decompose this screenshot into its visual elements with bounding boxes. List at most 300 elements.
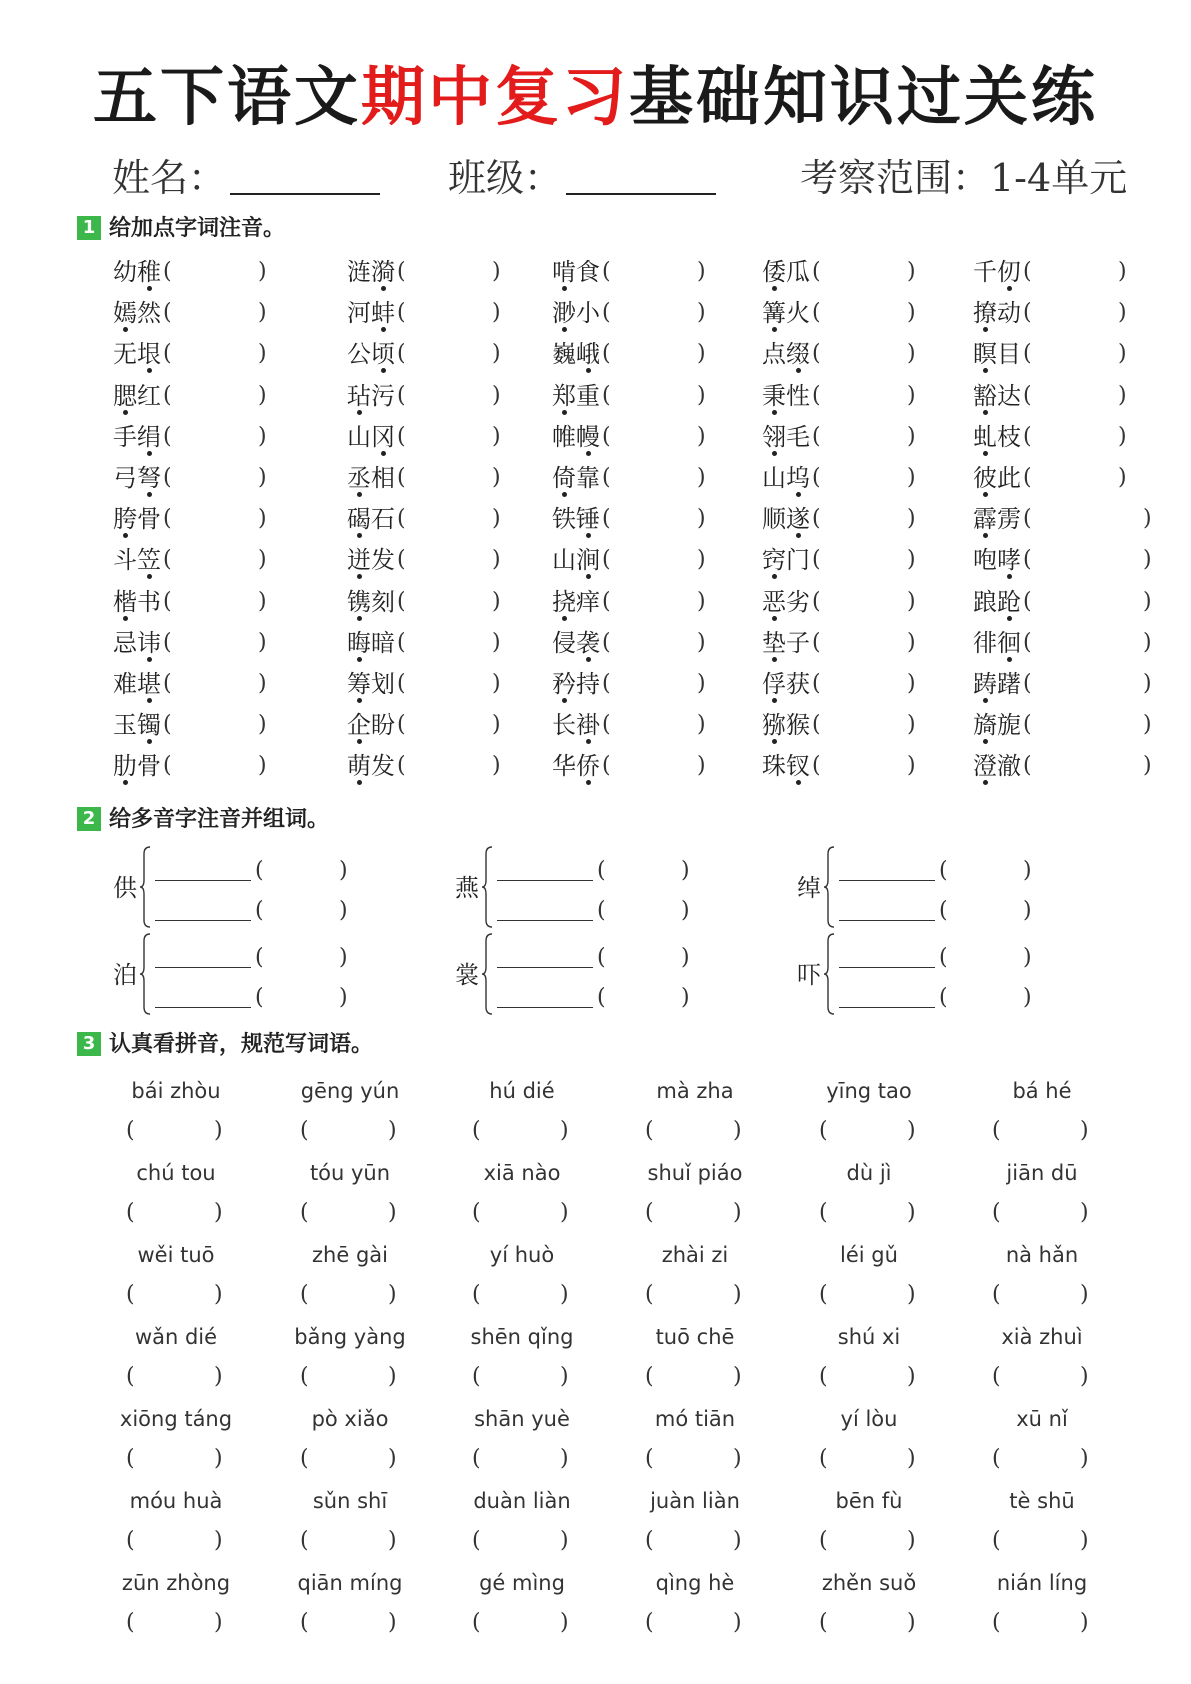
pinyin-item[interactable] <box>113 458 303 498</box>
answer-paren-close[interactable]: ) <box>907 629 916 655</box>
answer-paren-open[interactable]: ( <box>1023 588 1032 614</box>
word-paren-close[interactable]: ) <box>907 1610 916 1635</box>
answer-paren-open[interactable]: ( <box>397 588 406 614</box>
answer-paren-close[interactable]: ) <box>492 671 501 696</box>
answer-paren-close[interactable]: ) <box>258 629 267 655</box>
pinyin-paren-close[interactable]: ) <box>681 858 690 883</box>
answer-paren-open[interactable]: ( <box>812 423 821 449</box>
answer-paren-open[interactable]: ( <box>602 712 611 738</box>
pinyin-paren-close[interactable]: ) <box>339 858 348 883</box>
word-paren-close[interactable]: ) <box>388 1200 397 1225</box>
answer-paren-open[interactable]: ( <box>397 382 406 408</box>
answer-paren-close[interactable]: ) <box>697 300 706 326</box>
answer-paren-open[interactable]: ( <box>602 300 611 326</box>
answer-paren-close[interactable]: ) <box>492 753 501 779</box>
word-paren-close[interactable]: ) <box>907 1200 916 1225</box>
answer-paren-open[interactable]: ( <box>812 382 821 408</box>
answer-paren-close[interactable]: ) <box>1118 259 1127 284</box>
answer-paren-close[interactable]: ) <box>1118 465 1127 490</box>
answer-paren-close[interactable]: ) <box>1118 300 1127 326</box>
answer-paren-close[interactable]: ) <box>1143 671 1152 696</box>
pinyin-item[interactable] <box>113 705 303 745</box>
word-paren-close[interactable]: ) <box>1080 1364 1089 1389</box>
pinyin-paren-open[interactable]: ( <box>939 985 948 1010</box>
answer-paren-close[interactable]: ) <box>697 465 706 490</box>
answer-paren-open[interactable]: ( <box>163 341 172 367</box>
word-paren-open[interactable]: ( <box>992 1528 1001 1553</box>
answer-paren-open[interactable]: ( <box>812 465 821 490</box>
word-paren-open[interactable]: ( <box>992 1446 1001 1471</box>
answer-paren-open[interactable]: ( <box>163 712 172 738</box>
word-paren-close[interactable]: ) <box>733 1118 742 1143</box>
pinyin-item[interactable] <box>552 499 742 539</box>
answer-paren-open[interactable]: ( <box>602 259 611 284</box>
pinyin-item[interactable] <box>113 664 303 704</box>
pinyin-item[interactable] <box>347 334 537 374</box>
word-paren-open[interactable]: ( <box>819 1200 828 1225</box>
word-paren-open[interactable]: ( <box>992 1118 1001 1143</box>
pinyin-item[interactable] <box>347 746 537 786</box>
pinyin-paren-open[interactable]: ( <box>597 985 606 1010</box>
answer-paren-open[interactable]: ( <box>397 300 406 326</box>
answer-paren-open[interactable]: ( <box>1023 465 1032 490</box>
answer-paren-close[interactable]: ) <box>697 341 706 367</box>
answer-paren-close[interactable]: ) <box>907 465 916 490</box>
pinyin-item[interactable] <box>973 417 1163 457</box>
word-paren-open[interactable]: ( <box>300 1528 309 1553</box>
answer-paren-open[interactable]: ( <box>602 465 611 490</box>
class-field[interactable] <box>448 150 716 206</box>
word-paren-close[interactable]: ) <box>733 1282 742 1307</box>
answer-paren-open[interactable]: ( <box>163 465 172 490</box>
answer-paren-close[interactable]: ) <box>697 382 706 408</box>
answer-paren-open[interactable]: ( <box>602 382 611 408</box>
pinyin-item[interactable] <box>113 293 303 333</box>
pinyin-item[interactable] <box>762 334 952 374</box>
pinyin-paren-open[interactable]: ( <box>939 898 948 923</box>
pinyin-item[interactable] <box>347 293 537 333</box>
answer-paren-open[interactable]: ( <box>812 300 821 326</box>
answer-paren-open[interactable]: ( <box>602 506 611 532</box>
word-paren-open[interactable]: ( <box>992 1282 1001 1307</box>
pinyin-item[interactable] <box>113 334 303 374</box>
word-paren-open[interactable]: ( <box>126 1610 135 1635</box>
answer-paren-open[interactable]: ( <box>1023 547 1032 573</box>
word-paren-open[interactable]: ( <box>300 1364 309 1389</box>
word-paren-close[interactable]: ) <box>1080 1446 1089 1471</box>
pinyin-item[interactable] <box>552 746 742 786</box>
word-paren-open[interactable]: ( <box>645 1282 654 1307</box>
answer-paren-open[interactable]: ( <box>397 671 406 696</box>
word-paren-open[interactable]: ( <box>126 1364 135 1389</box>
pinyin-item[interactable] <box>347 705 537 745</box>
pinyin-item[interactable] <box>762 664 952 704</box>
answer-paren-open[interactable]: ( <box>1023 712 1032 738</box>
answer-paren-open[interactable]: ( <box>397 712 406 738</box>
word-paren-close[interactable]: ) <box>907 1118 916 1143</box>
pinyin-item[interactable] <box>113 623 303 663</box>
answer-paren-close[interactable]: ) <box>907 259 916 284</box>
word-paren-open[interactable]: ( <box>645 1528 654 1553</box>
answer-paren-open[interactable]: ( <box>812 259 821 284</box>
answer-paren-open[interactable]: ( <box>397 547 406 573</box>
pinyin-paren-close[interactable]: ) <box>681 985 690 1010</box>
pinyin-paren-close[interactable]: ) <box>339 985 348 1010</box>
word-paren-close[interactable]: ) <box>214 1364 223 1389</box>
pinyin-paren-close[interactable]: ) <box>1023 858 1032 883</box>
answer-paren-open[interactable]: ( <box>163 753 172 779</box>
word-paren-close[interactable]: ) <box>560 1200 569 1225</box>
pinyin-item[interactable] <box>762 582 952 622</box>
pinyin-item[interactable] <box>347 582 537 622</box>
word-paren-open[interactable]: ( <box>300 1118 309 1143</box>
word-paren-close[interactable]: ) <box>214 1282 223 1307</box>
answer-paren-close[interactable]: ) <box>258 341 267 367</box>
word-blank[interactable] <box>497 880 593 881</box>
answer-paren-close[interactable]: ) <box>258 712 267 738</box>
word-paren-open[interactable]: ( <box>819 1528 828 1553</box>
answer-paren-close[interactable]: ) <box>1143 506 1152 532</box>
answer-paren-open[interactable]: ( <box>397 423 406 449</box>
word-paren-close[interactable]: ) <box>1080 1118 1089 1143</box>
pinyin-paren-open[interactable]: ( <box>597 898 606 923</box>
pinyin-item[interactable] <box>762 458 952 498</box>
answer-paren-open[interactable]: ( <box>163 506 172 532</box>
word-paren-open[interactable]: ( <box>645 1200 654 1225</box>
answer-paren-close[interactable]: ) <box>1143 588 1152 614</box>
word-paren-close[interactable]: ) <box>907 1364 916 1389</box>
pinyin-item[interactable] <box>973 376 1163 416</box>
answer-paren-close[interactable]: ) <box>492 506 501 532</box>
answer-paren-close[interactable]: ) <box>258 259 267 284</box>
answer-paren-close[interactable]: ) <box>697 506 706 532</box>
pinyin-item[interactable] <box>113 252 303 292</box>
answer-paren-open[interactable]: ( <box>812 341 821 367</box>
pinyin-item[interactable] <box>762 705 952 745</box>
answer-paren-close[interactable]: ) <box>1143 547 1152 573</box>
answer-paren-open[interactable]: ( <box>397 465 406 490</box>
pinyin-item[interactable] <box>347 499 537 539</box>
answer-paren-open[interactable]: ( <box>397 629 406 655</box>
word-paren-open[interactable]: ( <box>645 1610 654 1635</box>
answer-paren-close[interactable]: ) <box>492 465 501 490</box>
answer-paren-open[interactable]: ( <box>602 671 611 696</box>
word-paren-open[interactable]: ( <box>472 1118 481 1143</box>
pinyin-item[interactable] <box>762 540 952 580</box>
pinyin-paren-open[interactable]: ( <box>939 945 948 970</box>
word-blank[interactable] <box>155 1007 251 1008</box>
word-paren-open[interactable]: ( <box>992 1610 1001 1635</box>
pinyin-item[interactable] <box>347 252 537 292</box>
answer-paren-open[interactable]: ( <box>1023 671 1032 696</box>
pinyin-item[interactable] <box>552 623 742 663</box>
answer-paren-close[interactable]: ) <box>258 465 267 490</box>
answer-paren-close[interactable]: ) <box>1118 382 1127 408</box>
answer-paren-close[interactable]: ) <box>492 712 501 738</box>
answer-paren-close[interactable]: ) <box>697 753 706 779</box>
answer-paren-close[interactable]: ) <box>258 300 267 326</box>
answer-paren-close[interactable]: ) <box>258 423 267 449</box>
pinyin-paren-close[interactable]: ) <box>339 898 348 923</box>
answer-paren-close[interactable]: ) <box>258 506 267 532</box>
answer-paren-close[interactable]: ) <box>1143 712 1152 738</box>
pinyin-item[interactable] <box>347 664 537 704</box>
word-paren-open[interactable]: ( <box>126 1446 135 1471</box>
word-paren-close[interactable]: ) <box>733 1200 742 1225</box>
pinyin-paren-close[interactable]: ) <box>1023 985 1032 1010</box>
pinyin-item[interactable] <box>762 293 952 333</box>
word-paren-open[interactable]: ( <box>645 1118 654 1143</box>
answer-paren-open[interactable]: ( <box>812 547 821 573</box>
answer-paren-open[interactable]: ( <box>602 629 611 655</box>
pinyin-item[interactable] <box>347 376 537 416</box>
answer-paren-close[interactable]: ) <box>258 588 267 614</box>
word-paren-close[interactable]: ) <box>560 1282 569 1307</box>
word-paren-open[interactable]: ( <box>819 1118 828 1143</box>
pinyin-item[interactable] <box>762 252 952 292</box>
answer-paren-open[interactable]: ( <box>163 547 172 573</box>
pinyin-item[interactable] <box>552 293 742 333</box>
answer-paren-close[interactable]: ) <box>907 300 916 326</box>
word-paren-open[interactable]: ( <box>300 1200 309 1225</box>
answer-paren-close[interactable]: ) <box>697 423 706 449</box>
answer-paren-open[interactable]: ( <box>1023 506 1032 532</box>
answer-paren-close[interactable]: ) <box>492 547 501 573</box>
answer-paren-open[interactable]: ( <box>1023 423 1032 449</box>
answer-paren-open[interactable]: ( <box>812 629 821 655</box>
answer-paren-close[interactable]: ) <box>492 629 501 655</box>
answer-paren-open[interactable]: ( <box>397 753 406 779</box>
word-paren-open[interactable]: ( <box>472 1610 481 1635</box>
answer-paren-close[interactable]: ) <box>907 588 916 614</box>
answer-paren-open[interactable]: ( <box>397 341 406 367</box>
word-paren-close[interactable]: ) <box>388 1282 397 1307</box>
word-blank[interactable] <box>155 967 251 968</box>
pinyin-item[interactable] <box>347 623 537 663</box>
word-paren-open[interactable]: ( <box>300 1446 309 1471</box>
word-paren-close[interactable]: ) <box>560 1610 569 1635</box>
answer-paren-close[interactable]: ) <box>492 588 501 614</box>
answer-paren-open[interactable]: ( <box>397 506 406 532</box>
word-paren-close[interactable]: ) <box>388 1118 397 1143</box>
pinyin-paren-open[interactable]: ( <box>255 898 264 923</box>
pinyin-paren-open[interactable]: ( <box>597 858 606 883</box>
word-blank[interactable] <box>839 967 935 968</box>
pinyin-item[interactable] <box>973 499 1163 539</box>
pinyin-item[interactable] <box>973 293 1163 333</box>
name-blank[interactable] <box>230 157 380 195</box>
word-paren-close[interactable]: ) <box>733 1528 742 1553</box>
word-paren-close[interactable]: ) <box>733 1446 742 1471</box>
answer-paren-close[interactable]: ) <box>907 671 916 696</box>
pinyin-item[interactable] <box>113 417 303 457</box>
answer-paren-open[interactable]: ( <box>1023 753 1032 779</box>
pinyin-item[interactable] <box>552 252 742 292</box>
answer-paren-close[interactable]: ) <box>907 341 916 367</box>
pinyin-item[interactable] <box>113 746 303 786</box>
word-paren-open[interactable]: ( <box>819 1282 828 1307</box>
word-paren-close[interactable]: ) <box>907 1528 916 1553</box>
pinyin-paren-open[interactable]: ( <box>255 945 264 970</box>
word-paren-open[interactable]: ( <box>472 1528 481 1553</box>
pinyin-paren-close[interactable]: ) <box>681 898 690 923</box>
answer-paren-close[interactable]: ) <box>1143 629 1152 655</box>
answer-paren-close[interactable]: ) <box>492 300 501 326</box>
answer-paren-close[interactable]: ) <box>907 547 916 573</box>
word-paren-close[interactable]: ) <box>214 1446 223 1471</box>
pinyin-item[interactable] <box>347 458 537 498</box>
answer-paren-open[interactable]: ( <box>812 588 821 614</box>
pinyin-item[interactable] <box>552 458 742 498</box>
pinyin-paren-close[interactable]: ) <box>1023 898 1032 923</box>
word-paren-open[interactable]: ( <box>819 1364 828 1389</box>
answer-paren-open[interactable]: ( <box>602 753 611 779</box>
pinyin-item[interactable] <box>762 746 952 786</box>
pinyin-paren-open[interactable]: ( <box>597 945 606 970</box>
pinyin-item[interactable] <box>762 499 952 539</box>
pinyin-item[interactable] <box>552 417 742 457</box>
word-paren-close[interactable]: ) <box>1080 1200 1089 1225</box>
word-paren-close[interactable]: ) <box>560 1364 569 1389</box>
answer-paren-open[interactable]: ( <box>163 382 172 408</box>
answer-paren-close[interactable]: ) <box>492 423 501 449</box>
answer-paren-close[interactable]: ) <box>1118 341 1127 367</box>
answer-paren-close[interactable]: ) <box>907 753 916 779</box>
pinyin-item[interactable] <box>347 417 537 457</box>
word-paren-open[interactable]: ( <box>126 1200 135 1225</box>
word-paren-open[interactable]: ( <box>300 1610 309 1635</box>
answer-paren-close[interactable]: ) <box>1118 423 1127 449</box>
word-paren-open[interactable]: ( <box>300 1282 309 1307</box>
word-paren-close[interactable]: ) <box>907 1282 916 1307</box>
pinyin-item[interactable] <box>552 334 742 374</box>
answer-paren-open[interactable]: ( <box>1023 629 1032 655</box>
word-paren-open[interactable]: ( <box>992 1364 1001 1389</box>
answer-paren-close[interactable]: ) <box>258 671 267 696</box>
pinyin-item[interactable] <box>762 417 952 457</box>
answer-paren-open[interactable]: ( <box>1023 382 1032 408</box>
word-paren-close[interactable]: ) <box>560 1118 569 1143</box>
word-paren-close[interactable]: ) <box>214 1528 223 1553</box>
answer-paren-close[interactable]: ) <box>492 382 501 408</box>
word-paren-open[interactable]: ( <box>126 1282 135 1307</box>
pinyin-item[interactable] <box>973 252 1163 292</box>
answer-paren-open[interactable]: ( <box>812 712 821 738</box>
answer-paren-close[interactable]: ) <box>907 506 916 532</box>
word-paren-close[interactable]: ) <box>388 1610 397 1635</box>
word-paren-close[interactable]: ) <box>214 1118 223 1143</box>
pinyin-item[interactable] <box>113 376 303 416</box>
word-paren-open[interactable]: ( <box>472 1282 481 1307</box>
answer-paren-close[interactable]: ) <box>697 588 706 614</box>
word-paren-open[interactable]: ( <box>472 1364 481 1389</box>
word-paren-close[interactable]: ) <box>907 1446 916 1471</box>
word-paren-close[interactable]: ) <box>388 1364 397 1389</box>
answer-paren-close[interactable]: ) <box>697 547 706 573</box>
word-blank[interactable] <box>497 920 593 921</box>
word-paren-close[interactable]: ) <box>733 1364 742 1389</box>
answer-paren-close[interactable]: ) <box>697 629 706 655</box>
word-paren-open[interactable]: ( <box>645 1364 654 1389</box>
pinyin-item[interactable] <box>973 623 1163 663</box>
word-paren-close[interactable]: ) <box>733 1610 742 1635</box>
word-paren-close[interactable]: ) <box>388 1446 397 1471</box>
pinyin-paren-open[interactable]: ( <box>255 858 264 883</box>
pinyin-item[interactable] <box>113 582 303 622</box>
class-blank[interactable] <box>566 157 716 195</box>
pinyin-item[interactable] <box>552 705 742 745</box>
pinyin-item[interactable] <box>973 582 1163 622</box>
pinyin-item[interactable] <box>552 540 742 580</box>
word-paren-open[interactable]: ( <box>126 1528 135 1553</box>
answer-paren-open[interactable]: ( <box>1023 341 1032 367</box>
answer-paren-open[interactable]: ( <box>1023 300 1032 326</box>
pinyin-item[interactable] <box>973 705 1163 745</box>
answer-paren-close[interactable]: ) <box>907 382 916 408</box>
pinyin-paren-close[interactable]: ) <box>681 945 690 970</box>
word-blank[interactable] <box>497 1007 593 1008</box>
word-paren-open[interactable]: ( <box>819 1446 828 1471</box>
answer-paren-open[interactable]: ( <box>163 588 172 614</box>
word-blank[interactable] <box>839 1007 935 1008</box>
answer-paren-open[interactable]: ( <box>1023 259 1032 284</box>
answer-paren-open[interactable]: ( <box>812 753 821 779</box>
word-blank[interactable] <box>497 967 593 968</box>
answer-paren-open[interactable]: ( <box>163 259 172 284</box>
word-blank[interactable] <box>839 880 935 881</box>
word-paren-close[interactable]: ) <box>1080 1528 1089 1553</box>
pinyin-item[interactable] <box>762 376 952 416</box>
answer-paren-open[interactable]: ( <box>602 588 611 614</box>
answer-paren-close[interactable]: ) <box>258 382 267 408</box>
answer-paren-close[interactable]: ) <box>907 712 916 738</box>
word-paren-open[interactable]: ( <box>126 1118 135 1143</box>
answer-paren-open[interactable]: ( <box>812 671 821 696</box>
word-blank[interactable] <box>155 880 251 881</box>
answer-paren-close[interactable]: ) <box>697 671 706 696</box>
word-paren-close[interactable]: ) <box>560 1446 569 1471</box>
word-paren-open[interactable]: ( <box>472 1200 481 1225</box>
pinyin-item[interactable] <box>552 376 742 416</box>
answer-paren-open[interactable]: ( <box>163 300 172 326</box>
answer-paren-open[interactable]: ( <box>163 423 172 449</box>
word-blank[interactable] <box>155 920 251 921</box>
pinyin-item[interactable] <box>973 540 1163 580</box>
pinyin-item[interactable] <box>552 664 742 704</box>
answer-paren-open[interactable]: ( <box>602 341 611 367</box>
word-paren-close[interactable]: ) <box>214 1200 223 1225</box>
pinyin-paren-close[interactable]: ) <box>339 945 348 970</box>
answer-paren-close[interactable]: ) <box>492 341 501 367</box>
word-blank[interactable] <box>839 920 935 921</box>
answer-paren-open[interactable]: ( <box>812 506 821 532</box>
word-paren-close[interactable]: ) <box>560 1528 569 1553</box>
word-paren-open[interactable]: ( <box>992 1200 1001 1225</box>
answer-paren-close[interactable]: ) <box>492 259 501 284</box>
pinyin-item[interactable] <box>973 746 1163 786</box>
answer-paren-open[interactable]: ( <box>163 671 172 696</box>
answer-paren-open[interactable]: ( <box>397 259 406 284</box>
pinyin-item[interactable] <box>973 664 1163 704</box>
pinyin-item[interactable] <box>552 582 742 622</box>
answer-paren-close[interactable]: ) <box>697 712 706 738</box>
pinyin-paren-close[interactable]: ) <box>1023 945 1032 970</box>
answer-paren-close[interactable]: ) <box>258 547 267 573</box>
pinyin-item[interactable] <box>113 540 303 580</box>
pinyin-item[interactable] <box>973 458 1163 498</box>
pinyin-paren-open[interactable]: ( <box>939 858 948 883</box>
word-paren-close[interactable]: ) <box>1080 1282 1089 1307</box>
